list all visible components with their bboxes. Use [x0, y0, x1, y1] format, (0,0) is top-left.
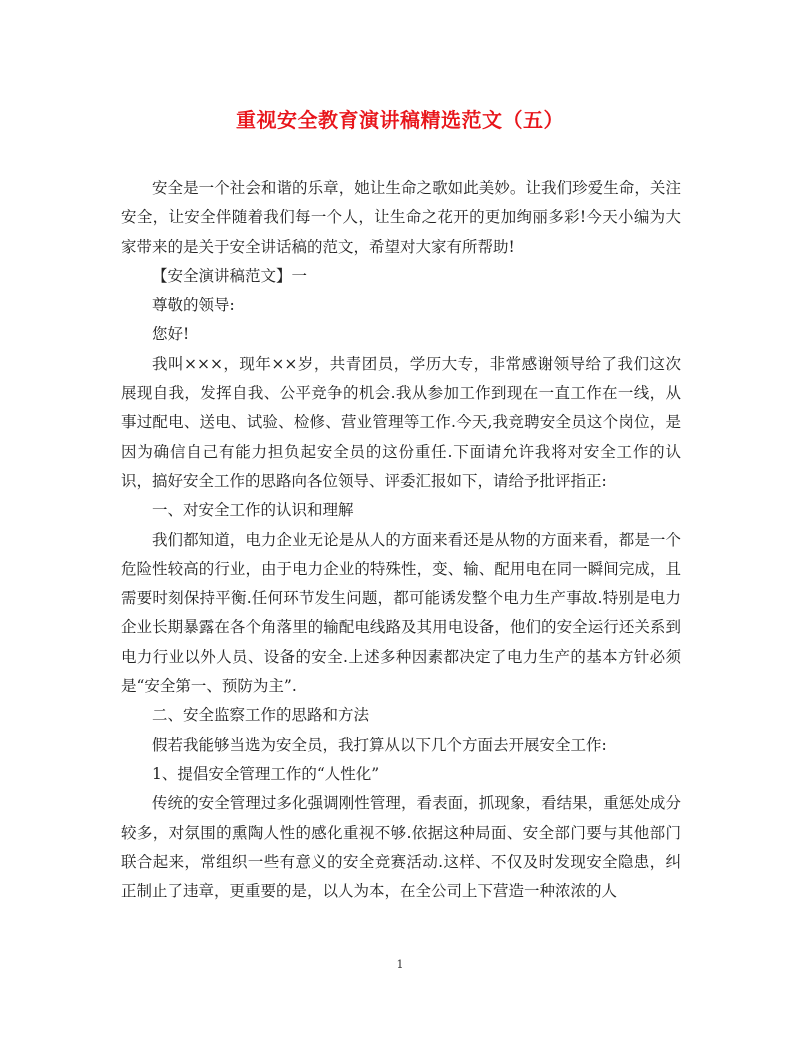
paragraph-intro: 安全是一个社会和谐的乐章，她让生命之歌如此美妙。让我们珍爱生命，关注安全，让安全伴随着我们每一个人，让生命之花开的更加绚丽多彩!今天小编为大家带来的是关于安全讲话稿的范文，希望对大家有所帮助! [121, 179, 681, 256]
paragraph-greeting: 您好! [152, 325, 190, 344]
document-title: 重视安全教育演讲稿精选范文（五） [236, 108, 564, 132]
page-number: 1 [396, 958, 404, 971]
paragraph-salutation: 尊敬的领导: [152, 296, 235, 315]
paragraph-heading-understanding: 一、对安全工作的认识和理解 [152, 501, 354, 520]
paragraph-heading-methods: 二、安全监察工作的思路和方法 [152, 706, 370, 725]
paragraph-heading-humanization: 1、提倡安全管理工作的“人性化” [152, 764, 380, 783]
document-body [121, 174, 681, 906]
paragraph-plan: 假若我能够当选为安全员，我打算从以下几个方面去开展安全工作: [152, 735, 607, 754]
paragraph-humanization: 传统的安全管理过多化强调刚性管理，看表面，抓现象，看结果，重惩处成分较多，对氛围的熏陶人性的感化重视不够.依据这种局面、安全部门要与其他部门联合起来，常组织一些有意义的安全竞赛活动.这样、不仅及时发现安全隐患，纠正制止了违章，更重要的是，以人为本，在全公司上下营造一种浓浓的人 [121, 794, 681, 901]
paragraph-understanding: 我们都知道，电力企业无论是从人的方面来看还是从物的方面来看，都是一个危险性较高的行业，由于电力企业的特殊性，变、输、配用电在同一瞬间完成，且需要时刻保持平衡.任何环节发生问题，都可能诱发整个电力生产事故.特别是电力企业长期暴露在各个角落里的输配电线路及其用电设备，他们的安全运行还关系到电力行业以外人员、设备的安全.上述多种因素都决定了电力生产的基本方针必须是“安全第一、预防为主”. [121, 530, 681, 696]
paragraph-self-introduction: 我叫×××，现年××岁，共青团员，学历大专，非常感谢领导给了我们这次展现自我，发挥自我、公平竞争的机会.我从参加工作到现在一直工作在一线，从事过配电、送电、试验、检修、营业管理等工作.今天,我竞聘安全员这个岗位，是因为确信自己有能力担负起安全员的这份重任.下面请允许我将对安全工作的认识，搞好安全工作的思路向各位领导、评委汇报如下，请给予批评指正: [121, 354, 681, 490]
paragraph-section-heading: 【安全演讲稿范文】一 [152, 266, 308, 285]
